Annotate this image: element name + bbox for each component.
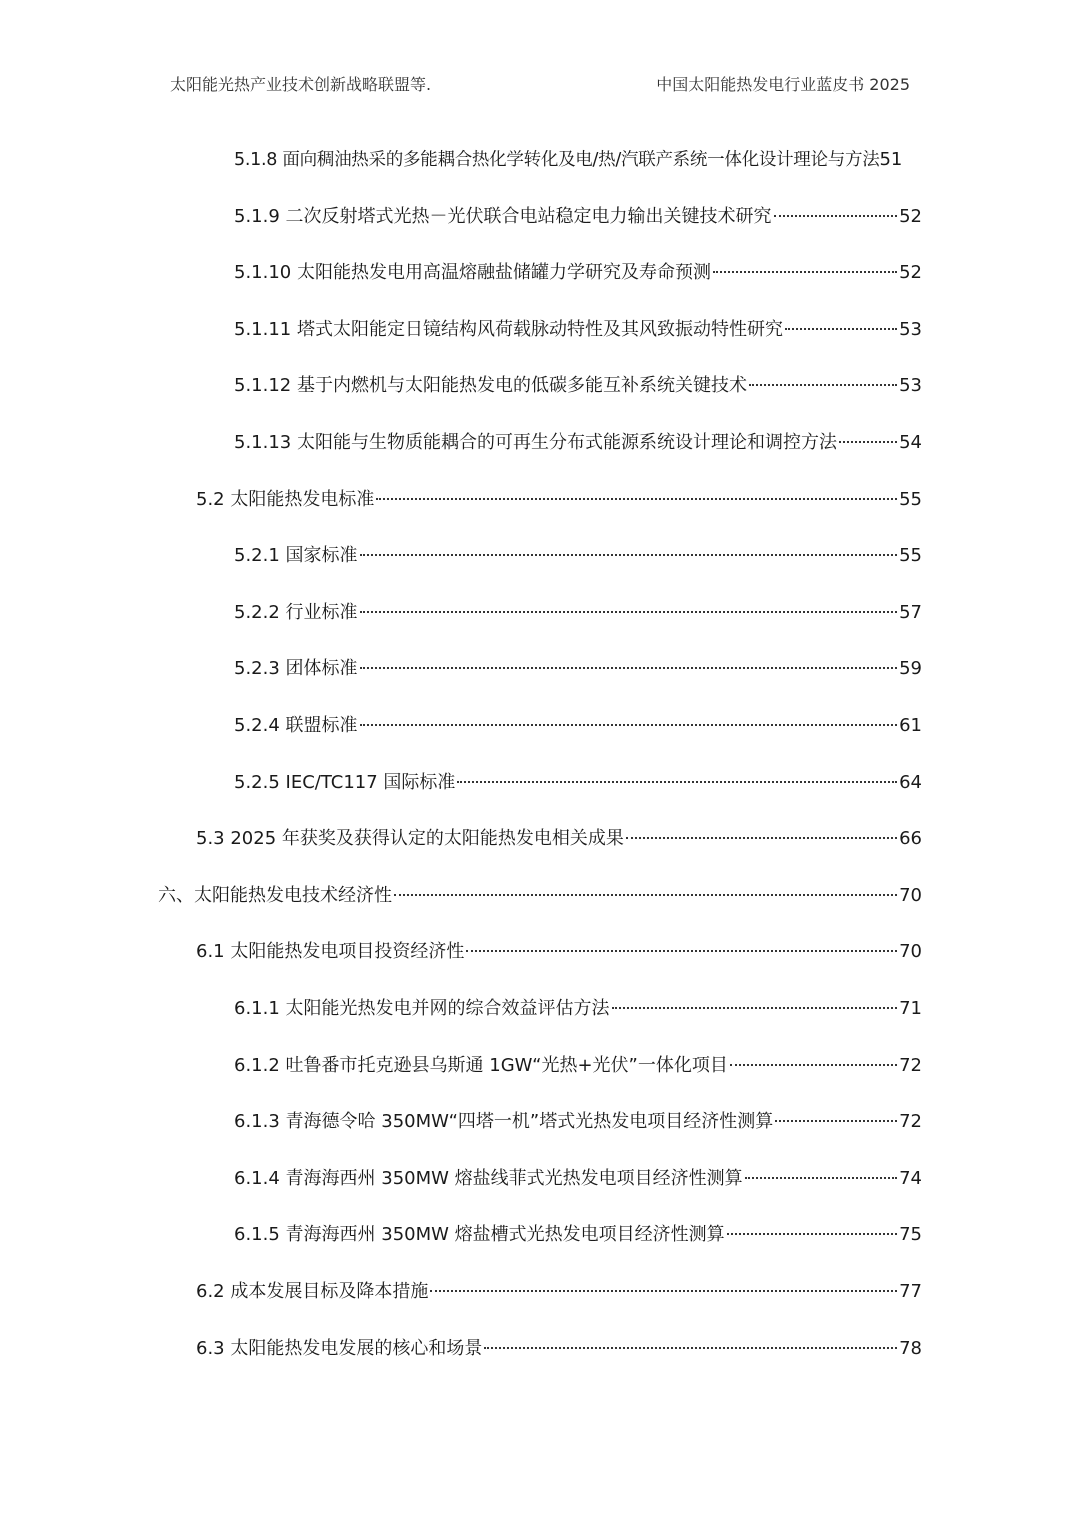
- toc-entry-page-number: 61: [899, 715, 922, 736]
- toc-entry[interactable]: [234, 654, 922, 684]
- toc-entry[interactable]: [234, 768, 922, 798]
- toc-entry-title: 6.1.3 青海德令哈 350MW“四塔一机”塔式光热发电项目经济性测算: [234, 1111, 774, 1133]
- toc-entry[interactable]: [234, 428, 922, 458]
- toc-entry-title: 5.2.4 联盟标准: [234, 715, 358, 736]
- toc-entry-title: 6.3 太阳能热发电发展的核心和场景: [196, 1337, 483, 1359]
- toc-dot-leader: [612, 1007, 898, 1009]
- toc-dot-leader: [745, 1177, 897, 1179]
- toc-entry[interactable]: [234, 1164, 922, 1194]
- toc-entry-page-number: 70: [899, 941, 922, 963]
- toc-entry-title: 六、太阳能热发电技术经济性: [158, 884, 392, 906]
- toc-entry-page-number: 64: [899, 771, 922, 793]
- toc-entry-page-number: 53: [899, 318, 922, 340]
- toc-dot-leader: [839, 441, 897, 443]
- toc-entry[interactable]: [234, 1220, 922, 1250]
- toc-dot-leader: [466, 950, 897, 952]
- toc-dot-leader: [360, 724, 898, 726]
- toc-entry[interactable]: [234, 1051, 922, 1081]
- toc-entry-page-number: 53: [899, 375, 922, 397]
- toc-entry[interactable]: [234, 1107, 922, 1137]
- toc-dot-leader: [626, 837, 897, 839]
- toc-entry-page-number: 66: [899, 828, 922, 850]
- toc-dot-leader: [749, 384, 897, 386]
- toc-entry-title: 5.1.13 太阳能与生物质能耦合的可再生分布式能源系统设计理论和调控方法: [234, 432, 837, 453]
- toc-entry[interactable]: [234, 598, 922, 628]
- toc-entry-title: 6.1.1 太阳能光热发电并网的综合效益评估方法: [234, 998, 610, 1019]
- toc-dot-leader: [785, 328, 897, 330]
- toc-entry[interactable]: [234, 315, 922, 345]
- toc-entry-title: 6.2 成本发展目标及降本措施: [196, 1281, 429, 1302]
- toc-entry-page-number: 72: [899, 1111, 922, 1133]
- toc-entry[interactable]: [196, 1277, 922, 1307]
- toc-entry-title: 6.1.2 吐鲁番市托克逊县乌斯通 1GW“光热+光伏”一体化项目: [234, 1054, 728, 1076]
- toc-dot-leader: [713, 271, 897, 273]
- toc-dot-leader: [360, 667, 898, 669]
- toc-entry[interactable]: [234, 258, 922, 288]
- toc-entry-title: 6.1.5 青海海西州 350MW 熔盐槽式光热发电项目经济性测算: [234, 1224, 725, 1246]
- toc-dot-leader: [775, 1120, 897, 1122]
- toc-entry[interactable]: [196, 485, 922, 515]
- toc-entry-page-number: 72: [899, 1054, 922, 1076]
- toc-entry[interactable]: [196, 824, 922, 854]
- header-left-text: 太阳能光热产业技术创新战略联盟等.: [170, 75, 432, 94]
- toc-entry-page-number: 55: [899, 545, 922, 567]
- toc-entry-title: 6.1.4 青海海西州 350MW 熔盐线菲式光热发电项目经济性测算: [234, 1167, 743, 1189]
- toc-entry-title: 5.1.11 塔式太阳能定日镜结构风荷载脉动特性及其风致振动特性研究: [234, 318, 783, 340]
- toc-dot-leader: [430, 1290, 897, 1292]
- toc-dot-leader: [727, 1233, 897, 1235]
- toc-dot-leader: [360, 554, 898, 556]
- toc-entry-page-number: 51: [879, 149, 903, 170]
- toc-entry-page-number: 78: [899, 1337, 922, 1359]
- toc-entry-title: 6.1 太阳能热发电项目投资经济性: [196, 941, 465, 963]
- toc-dot-leader: [360, 611, 898, 613]
- toc-entry-page-number: 77: [899, 1281, 922, 1302]
- toc-entry-page-number: 71: [899, 998, 922, 1019]
- header-right-text: 中国太阳能热发电行业蓝皮书 2025: [656, 75, 910, 94]
- toc-entry-page-number: 52: [899, 262, 922, 284]
- toc-entry[interactable]: [158, 881, 922, 911]
- toc-entry[interactable]: [234, 145, 922, 175]
- toc-entry-title: 5.2.2 行业标准: [234, 601, 358, 623]
- toc-entry-title: 5.2.1 国家标准: [234, 545, 358, 567]
- toc-dot-leader: [394, 894, 897, 896]
- toc-entry-title: 5.1.12 基于内燃机与太阳能热发电的低碳多能互补系统关键技术: [234, 375, 747, 397]
- toc-entry[interactable]: [234, 202, 922, 232]
- toc-dot-leader: [457, 781, 897, 783]
- toc-entry-title: 5.2 太阳能热发电标准: [196, 488, 375, 510]
- toc-entry-page-number: 75: [899, 1224, 922, 1246]
- toc-entry[interactable]: [234, 541, 922, 571]
- toc-entry[interactable]: [196, 937, 922, 967]
- toc-entry-page-number: 57: [899, 601, 922, 623]
- toc-entry-title: 5.2.5 IEC/TC117 国际标准: [234, 771, 456, 793]
- toc-entry-page-number: 55: [899, 488, 922, 510]
- toc-dot-leader: [376, 498, 897, 500]
- toc-entry-page-number: 52: [899, 205, 922, 227]
- toc-entry[interactable]: [196, 1334, 922, 1364]
- toc-entry-title: 5.3 2025 年获奖及获得认定的太阳能热发电相关成果: [196, 828, 624, 850]
- toc-entry[interactable]: [234, 711, 922, 741]
- toc-dot-leader: [730, 1064, 897, 1066]
- toc-dot-leader: [774, 215, 898, 217]
- toc-entry-page-number: 70: [899, 884, 922, 906]
- toc-entry[interactable]: [234, 994, 922, 1024]
- toc-dot-leader: [484, 1347, 897, 1349]
- toc-entry-page-number: 54: [899, 432, 922, 453]
- toc-entry-title: 5.1.8 面向稠油热采的多能耦合热化学转化及电/热/汽联产系统一体化设计理论与方法: [234, 150, 880, 170]
- toc-entry-title: 5.1.10 太阳能热发电用高温熔融盐储罐力学研究及寿命预测: [234, 262, 711, 284]
- toc-entry-title: 5.2.3 团体标准: [234, 658, 358, 680]
- toc-entry-title: 5.1.9 二次反射塔式光热－光伏联合电站稳定电力输出关键技术研究: [234, 205, 772, 227]
- toc-entry-page-number: 74: [899, 1167, 922, 1189]
- page-header: [0, 72, 1080, 96]
- toc-entry[interactable]: [234, 371, 922, 401]
- toc-entry-page-number: 59: [899, 658, 922, 680]
